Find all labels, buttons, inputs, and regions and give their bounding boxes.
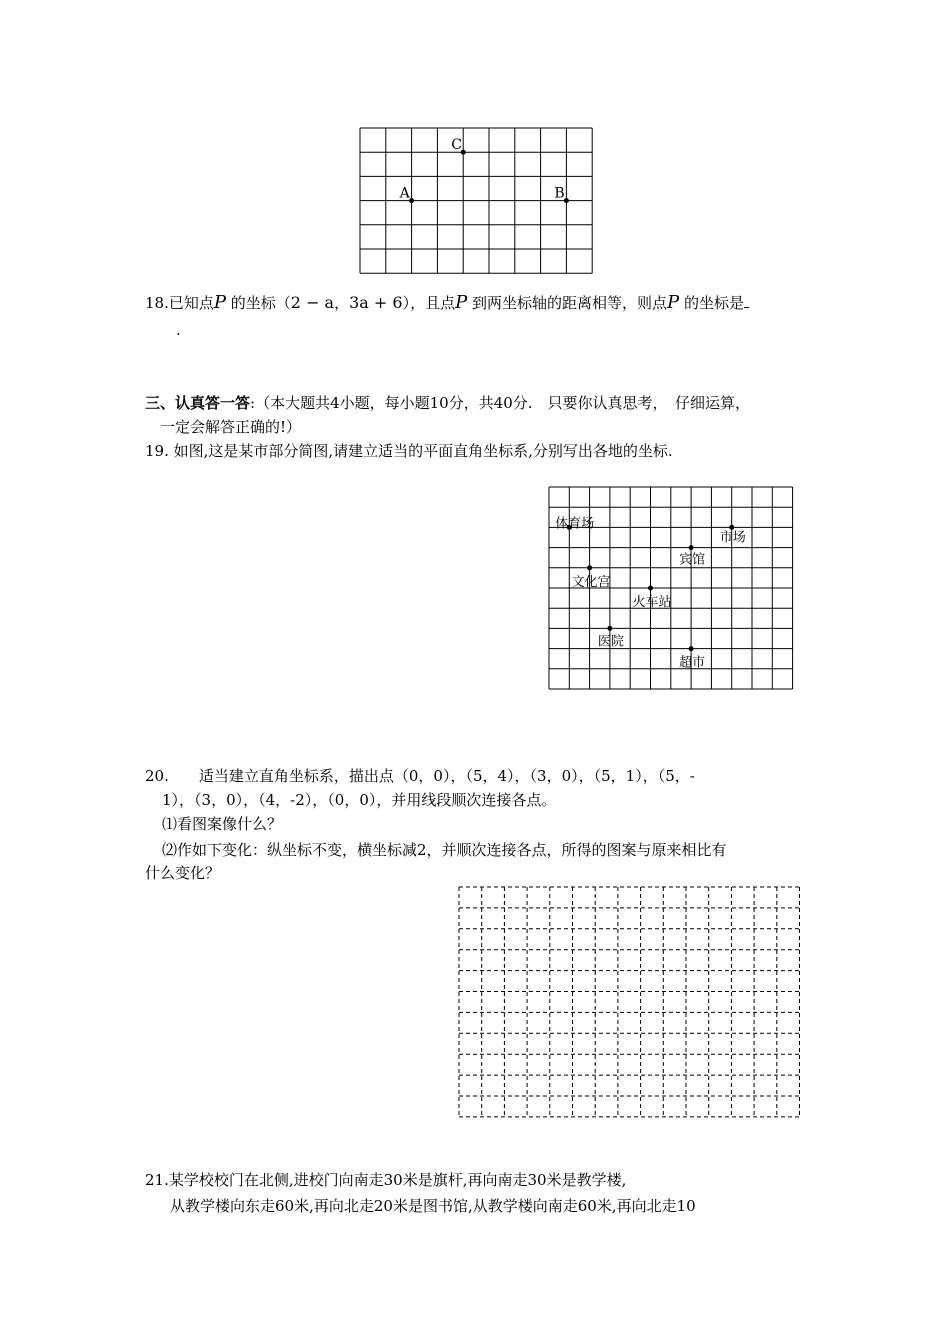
question-20-part2-line2: 什么变化？: [145, 864, 221, 882]
place-label: 体育场: [555, 516, 595, 532]
q18-text-a: 的坐标（: [230, 294, 291, 312]
q18-lead: 已知点: [168, 294, 214, 312]
question-21-line2: 从教学楼向东走60米,再向北走20米是图书馆,从教学楼向南走60米,再向北走10: [170, 1197, 696, 1215]
place-label: 超市: [679, 655, 706, 671]
q18-text-d: 的坐标是: [683, 294, 744, 312]
section-3-title: 三、认真答一答: [145, 394, 251, 412]
point-b-label: B: [554, 185, 565, 202]
place-label: 医院: [597, 634, 624, 650]
coordinate-x-expression: 2 − a: [290, 293, 335, 312]
place-label: 火车站: [632, 595, 672, 610]
question-number: 18.: [145, 294, 169, 312]
grid-lines: [459, 887, 800, 1117]
question-20-line1: 20. 适当建立直角坐标系，描出点（0，0），（5，4），（3，0），（5，1），（5，-: [145, 767, 695, 785]
coordinate-y-expression: 3a + 6: [349, 293, 403, 312]
q18-comma: ，: [334, 294, 350, 312]
q18-text-c: 到两坐标轴的距离相等，则点: [472, 294, 668, 312]
place-label: 文化宫: [571, 574, 611, 590]
place-label: 市场: [719, 530, 746, 546]
question-20-part1: ⑴看图案像什么？: [162, 815, 283, 833]
place-label: 宾馆: [679, 552, 706, 568]
point-a-label: A: [399, 185, 410, 202]
point-p-symbol: P: [455, 292, 468, 313]
point-c-label: C: [451, 137, 462, 154]
point-p-symbol: P: [667, 292, 680, 313]
question-20-line2: 1），（3，0），（4，-2），（0，0），并用线段顺次连接各点。: [162, 791, 557, 809]
point-p-symbol: P: [213, 292, 226, 313]
question-19: 19. 如图,这是某市部分简图,请建立适当的平面直角坐标系,分别写出各地的坐标.: [145, 442, 673, 460]
q18-period: .: [176, 321, 181, 339]
question-21-line1: 21.某学校校门在北侧,进校门向南走30米是旗杆,再向南走30米是教学楼,: [145, 1171, 627, 1189]
section-3-note: :（本大题共4小题，每小题10分，共40分. 只要你认真思考， 仔细运算，: [250, 394, 751, 412]
question-20-part2-line1: ⑵作如下变化：纵坐标不变，横坐标减2，并顺次连接各点，所得的图案与原来相比有: [162, 841, 727, 859]
q18-text-b: ），且点: [402, 294, 456, 312]
section-3-note-line2: 一定会解答正确的!）: [160, 418, 302, 436]
